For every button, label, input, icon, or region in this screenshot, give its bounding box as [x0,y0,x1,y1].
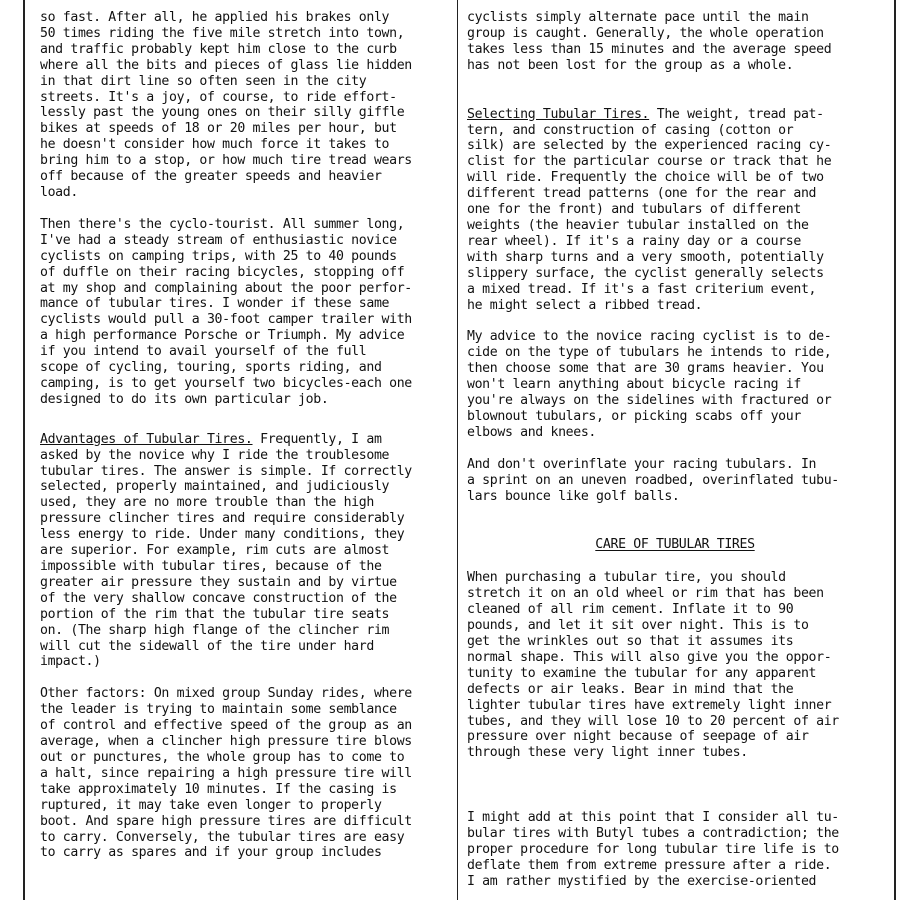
paragraph-butyl: I might add at this point that I consider all tu- bular tires with Butyl tubes a contradiction; the proper procedure for long tubular tire life is to deflate them from extreme pressure after a ride. I am rather mystified by the exercise-oriented [467,810,839,889]
page-left-border [23,0,25,900]
advantages-body: Frequently, I am asked by the novice why I ride the troublesome tubular tires. The answer is simple. If correctly selected, properly maintained, and judiciously used, they are no more trouble than the high pressure clincher tires and require considerably less energy to ride. Under many conditions, they are superior. For example, rim cuts are almost impossible with tubular tires, because of the greater air pressure they sustain and by virtue of the very shallow concave construction of the portion of the rim that the tubular tire seats on. (The sharp high flange of the clincher rim will cut the sidewall of the tire under hard impact.) [40,431,412,670]
spacer [467,777,883,810]
advantages-heading: Advantages of Tubular Tires. [40,431,253,447]
paragraph-purchasing: When purchasing a tubular tire, you should stretch it on an old wheel or rim that has been cleaned of all rim cement. Inflate it to 90 pounds, and let it sit over night. This is to get the wrinkles out so that it assumes its normal shape. This will also give you the oppor- tunity to examine the tubular for any apparent defects or air leaks. Bear in mind that the lighter tubular tires have extremely light inner tubes, and they will lose 10 to 20 percent of air pressure over night because of seepage of air through these very light inner tubes. [467,570,839,761]
paragraph-brakes: so fast. After all, he applied his brakes only 50 times riding the five mile stretch into town, and traffic probably kept him close to the curb where all the bits and pieces of glass lie hidden in that dirt line so often seen in the city streets. It's a joy, of course, to ride effort- lessly past the young ones on their silly giffle bikes at speeds of 18 or 20 miles per hour, but he doesn't consider how much force it takes to bring him to a stop, or how much tire tread wears off because of the greater speeds and heavier load. [40,10,412,200]
spacer [467,90,883,107]
right-column [467,10,883,906]
selecting-body: The weight, tread pat- tern, and construction of casing (cotton or silk) are selected by the experienced racing cy- clist for the particular course or track that he will ride. Frequently the choice will be of two different tread patterns (one for the rear and one for the front) and tubulars of different weights (the heavier tubular installed on the rear wheel). If it's a rainy day or a course with sharp turns and a very smooth, potentially slippery surface, the cyclist generally selects a mixed tread. If it's a fast criterium event, he might select a ribbed tread. [467,106,832,313]
paragraph-cyclo-tourist: Then there's the cyclo-tourist. All summer long, I've had a steady stream of enthusiastic novice cyclists on camping trips, with 25 to 40 pounds of duffle on their racing bicycles, stopping off at my shop and complaining about the poor perfor- mance of tubular tires. I wonder if these same cyclists would pull a 30-foot camper trailer with a high performance Porsche or Triumph. My advice if you intend to avail yourself of the full scope of cycling, touring, sports riding, and camping, is to get yourself two bicycles-each one designed to do its own particular job. [40,216,412,407]
page-right-border [894,0,896,900]
column-divider [457,0,458,900]
paragraph-other-factors: Other factors: On mixed group Sunday rides, where the leader is trying to maintain some semblance of control and effective speed of the group as an average, when a clincher high pressure tire blows out or punctures, the whole group has to come to a halt, since repairing a high pressure tire will take approximately 10 minutes. If the casing is ruptured, it may take even longer to properly boot. And spare high pressure tires are difficult to carry. Conversely, the tubular tires are easy to carry as spares and if your group includes [40,686,412,861]
paragraph-overinflate: And don't overinflate your racing tubulars. In a sprint on an uneven roadbed, overinflated tubu- lars bounce like golf balls. [467,456,839,504]
paragraph-selecting [467,107,883,314]
selecting-heading: Selecting Tubular Tires. [467,106,650,122]
paragraph-novice-advice: My advice to the novice racing cyclist is to de- cide on the type of tubulars he intends to ride, then choose some that are 30 grams heavier. You won't learn anything about bicycle racing if you're always on the sidelines with fractured or blownout tubulars, or picking scabs off your elbows and knees. [467,329,832,440]
care-section-heading: CARE OF TUBULAR TIRES [595,537,755,553]
spacer [40,424,456,432]
left-column [40,10,456,877]
paragraph-alternate-pace: cyclists simply alternate pace until the main group is caught. Generally, the whole operation takes less than 15 minutes and the average speed has not been lost for the group as a whole. [467,10,832,73]
spacer [467,520,883,537]
paragraph-advantages [40,432,456,671]
